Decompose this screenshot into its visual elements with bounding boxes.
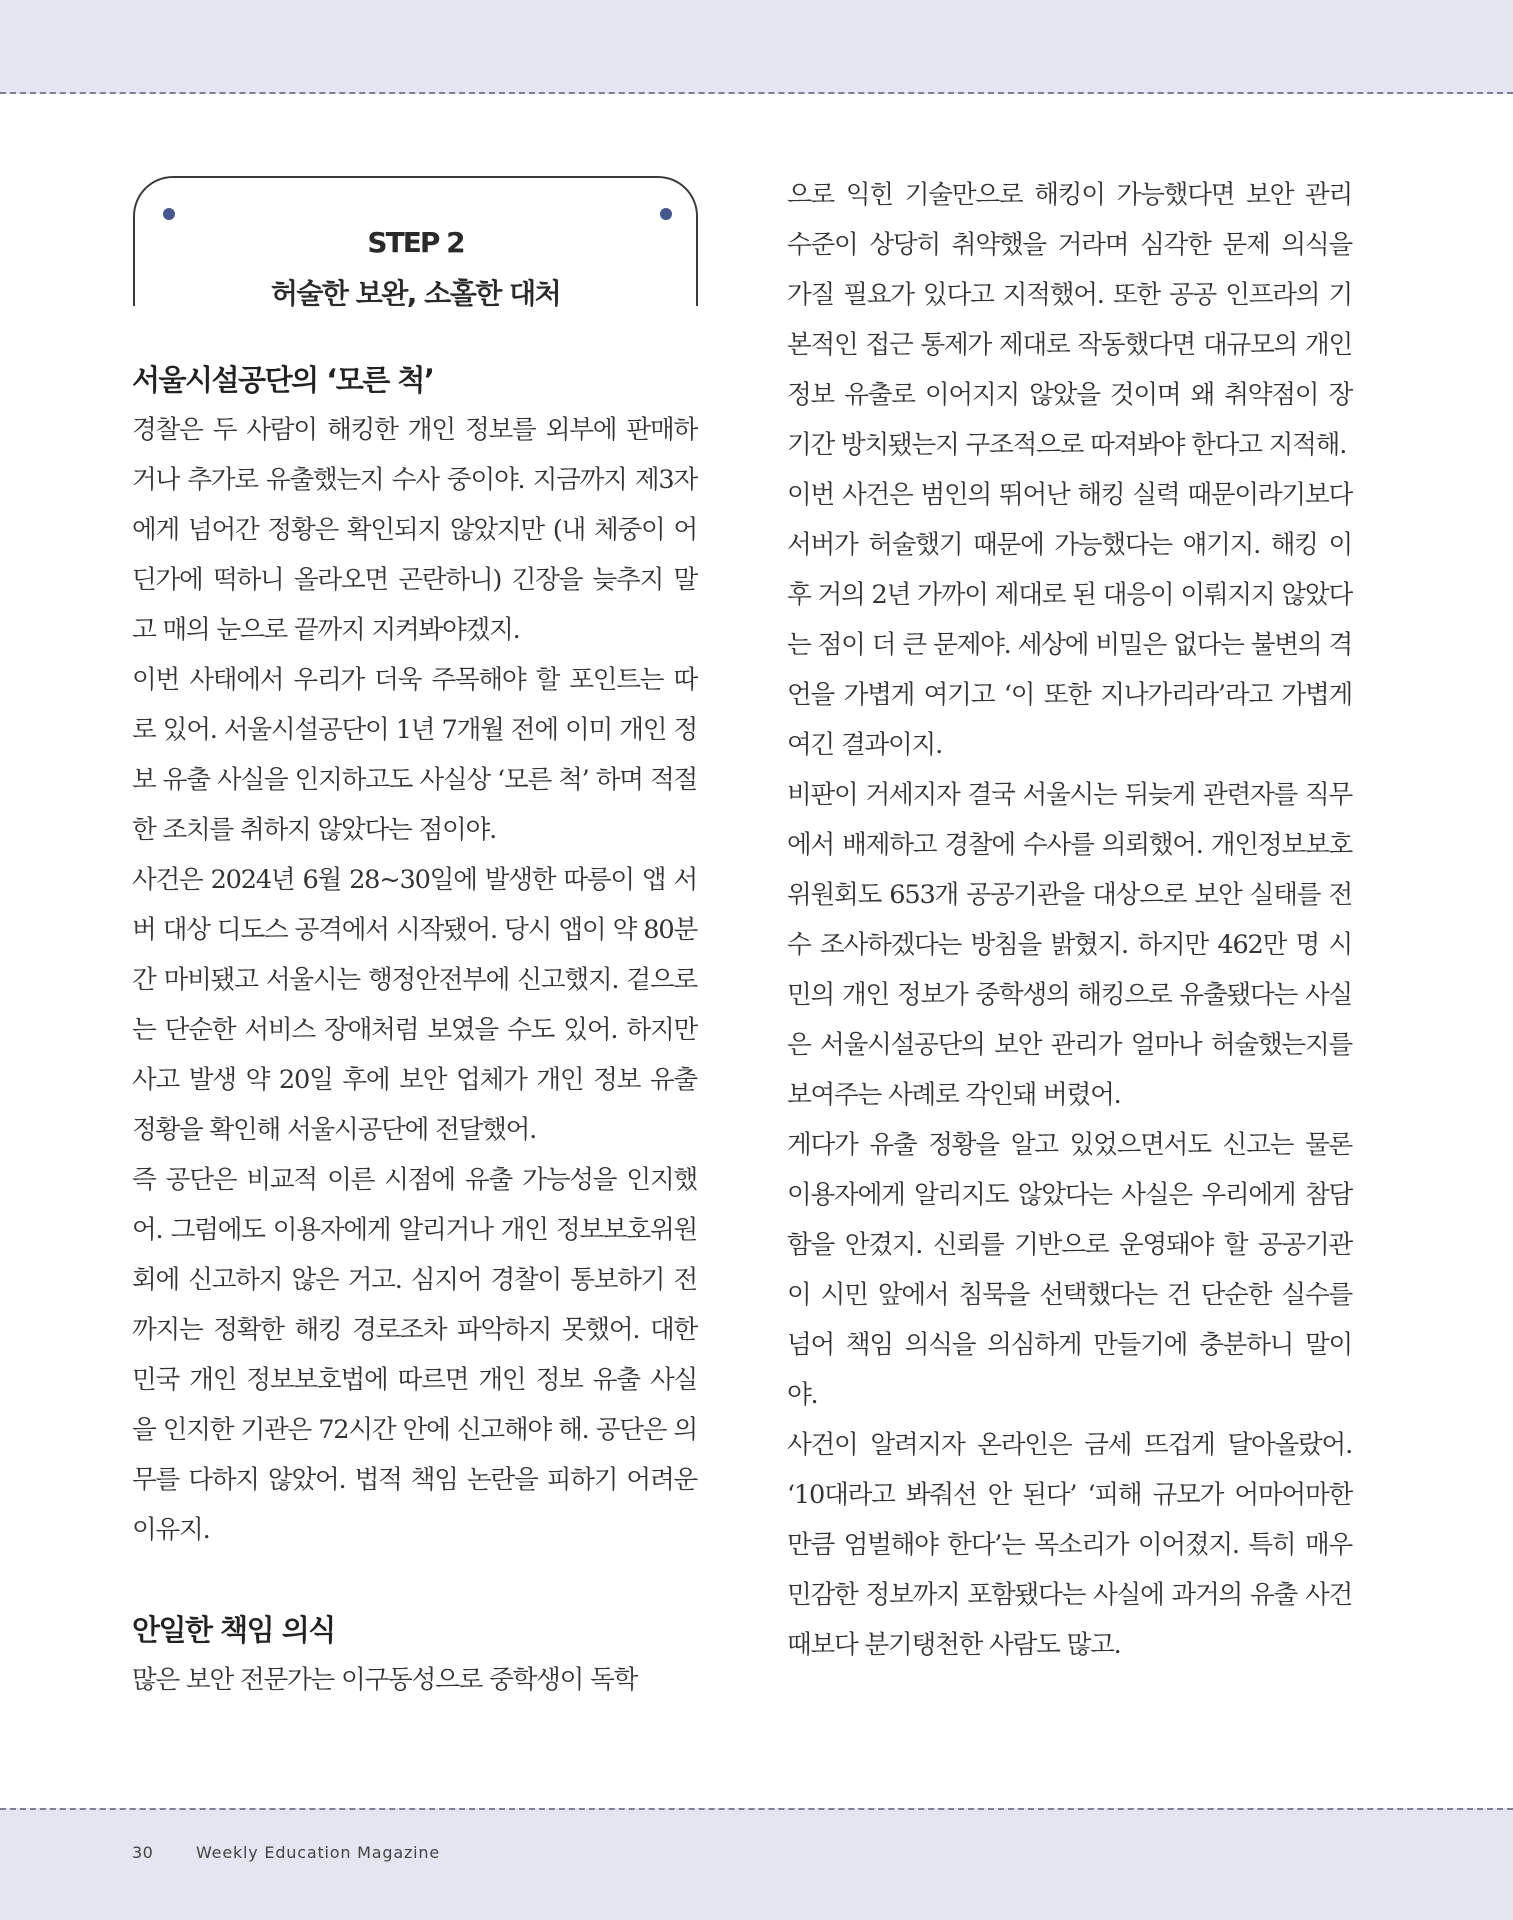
paragraph: 게다가 유출 정황을 알고 있었으면서도 신고는 물론 이용자에게 알리지도 않았다는 사실은 우리에게 참담함을 안겼지. 신뢰를 기반으로 운영돼야 할 공공기관이 시민 앞에서 침묵을 선택했다는 건 단순한 실수를 넘어 책임 의식을 의심하게 만들기에 충분하니 말이야.: [787, 1130, 1352, 1410]
subhead-seoul-facilities: 서울시설공단의 ‘모른 척’: [132, 363, 434, 397]
step-dot-left: [163, 208, 175, 220]
bottom-band: [0, 1808, 1513, 1920]
paragraph: 경찰은 두 사람이 해킹한 개인 정보를 외부에 판매하거나 추가로 유출했는지 수사 중이야. 지금까지 제3자에게 넘어간 정황은 확인되지 않았지만 (내 체중이 어딘가에 떡하니 올라오면 곤란하니) 긴장을 늦추지 말고 매의 눈으로 끝까지 지켜봐야겠지.: [132, 415, 697, 645]
paragraph: 많은 보안 전문가는 이구동성으로 중학생이 독학: [132, 1665, 638, 1695]
step-dot-right: [660, 208, 672, 220]
step-label: STEP 2: [367, 226, 464, 259]
magazine-name: Weekly Education Magazine: [196, 1843, 440, 1862]
paragraph: 사건은 2024년 6월 28~30일에 발생한 따릉이 앱 서버 대상 디도스 공격에서 시작됐어. 당시 앱이 약 80분간 마비됐고 서울시는 행정안전부에 신고했지. 겉으로는 단순한 서비스 장애처럼 보였을 수도 있어. 하지만 사고 발생 약 20일 후에 보안 업체가 개인 정보 유출 정황을 확인해 서울시공단에 전달했어.: [132, 865, 697, 1145]
step-title: 허술한 보완, 소홀한 대처: [270, 277, 561, 310]
paragraph: 으로 익힌 기술만으로 해킹이 가능했다면 보안 관리 수준이 상당히 취약했을 거라며 심각한 문제 의식을 가질 필요가 있다고 지적했어. 또한 공공 인프라의 기본적인 접근 통제가 제대로 작동했다면 대규모의 개인 정보 유출로 이어지지 않았을 것이며 왜 취약점이 장기간 방치됐는지 구조적으로 따져봐야 한다고 지적해.: [787, 180, 1352, 460]
step-box: [133, 176, 698, 310]
paragraph: 즉 공단은 비교적 이른 시점에 유출 가능성을 인지했어. 그럼에도 이용자에게 알리거나 개인 정보보호위원회에 신고하지 않은 거고. 심지어 경찰이 통보하기 전까지는 정확한 해킹 경로조차 파악하지 못했어. 대한민국 개인 정보보호법에 따르면 개인 정보 유출 사실을 인지한 기관은 72시간 안에 신고해야 해. 공단은 의무를 다하지 않았어. 법적 책임 논란을 피하기 어려운 이유지.: [132, 1165, 697, 1545]
right-column: [787, 170, 1352, 1670]
paragraph: 사건이 알려지자 온라인은 금세 뜨겁게 달아올랐어. ‘10대라고 봐줘선 안 된다’ ‘피해 규모가 어마어마한 만큼 엄벌해야 한다’는 목소리가 이어졌지. 특히 매우 민감한 정보까지 포함됐다는 사실에 과거의 유출 사건 때보다 분기탱천한 사람도 많고.: [787, 1430, 1352, 1660]
page-number: 30: [132, 1843, 154, 1862]
left-column: [132, 355, 697, 1705]
paragraph: 비판이 거세지자 결국 서울시는 뒤늦게 관련자를 직무에서 배제하고 경찰에 수사를 의뢰했어. 개인정보보호위원회도 653개 공공기관을 대상으로 보안 실태를 전수 조사하겠다는 방침을 밝혔지. 하지만 462만 명 시민의 개인 정보가 중학생의 해킹으로 유출됐다는 사실은 서울시설공단의 보안 관리가 얼마나 허술했는지를 보여주는 사례로 각인돼 버렸어.: [787, 780, 1352, 1110]
paragraph: 이번 사태에서 우리가 더욱 주목해야 할 포인트는 따로 있어. 서울시설공단이 1년 7개월 전에 이미 개인 정보 유출 사실을 인지하고도 사실상 ‘모른 척’ 하며 적절한 조치를 취하지 않았다는 점이야.: [132, 665, 697, 845]
top-band: [0, 0, 1513, 94]
subhead-complacent-responsibility: 안일한 책임 의식: [132, 1613, 335, 1647]
paragraph: 이번 사건은 범인의 뛰어난 해킹 실력 때문이라기보다 서버가 허술했기 때문에 가능했다는 얘기지. 해킹 이후 거의 2년 가까이 제대로 된 대응이 이뤄지지 않았다는 점이 더 큰 문제야. 세상에 비밀은 없다는 불변의 격언을 가볍게 여기고 ‘이 또한 지나가리라’라고 가볍게 여긴 결과이지.: [787, 480, 1352, 760]
